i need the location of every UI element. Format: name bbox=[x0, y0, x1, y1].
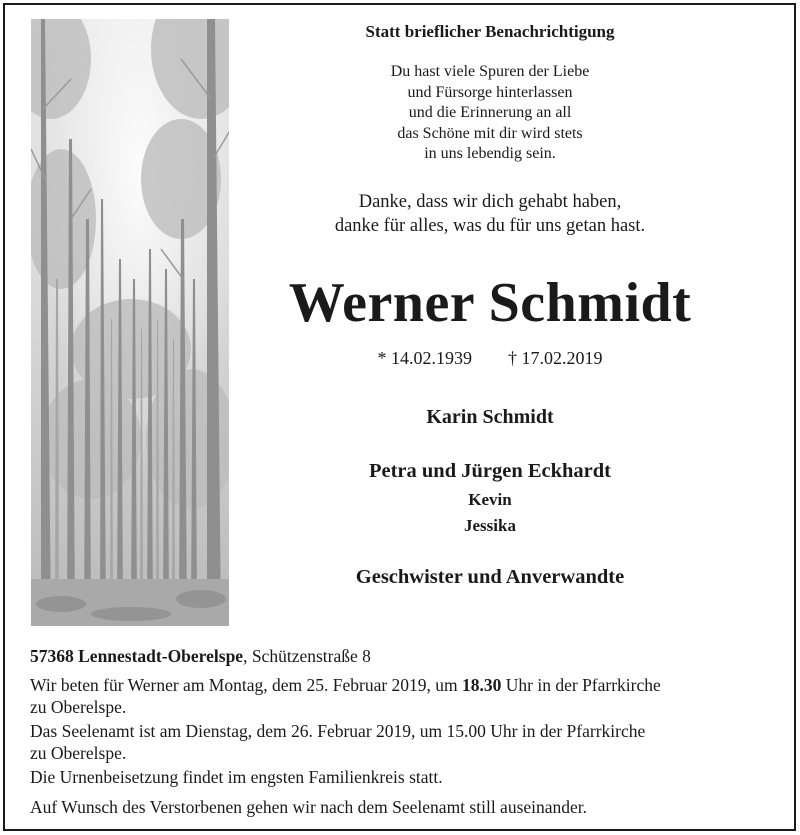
requiem-text: Das Seelenamt ist am Dienstag, dem 26. Februar 2019, um 15.00 Uhr in der Pfarrkirche bbox=[30, 721, 646, 741]
poem-line: Du hast viele Spuren der Liebe bbox=[390, 63, 590, 80]
forest-photo bbox=[31, 19, 229, 626]
mourner-relatives: Geschwister und Anverwandte bbox=[355, 566, 625, 588]
requiem-service bbox=[30, 720, 770, 764]
urn-burial-note: Die Urnenbeisetzung findet im engsten Familienkreis statt. bbox=[30, 767, 443, 787]
deceased-name: Werner Schmidt bbox=[288, 272, 692, 334]
address-street: , Schützenstraße 8 bbox=[243, 646, 371, 666]
thanks-line: Danke, dass wir dich gehabt haben, bbox=[358, 192, 622, 212]
prayer-service bbox=[30, 674, 770, 718]
address-city: 57368 Lennestadt-Oberelspe bbox=[30, 646, 244, 666]
mourner-family: Petra und Jürgen Eckhardt bbox=[368, 460, 612, 482]
birth-date: * 14.02.1939 bbox=[377, 348, 472, 368]
mourner-grandchild: Jessika bbox=[464, 516, 516, 535]
prayer-text: Wir beten für Werner am Montag, dem 25. Februar 2019, um bbox=[30, 675, 463, 695]
requiem-location: zu Oberelspe. bbox=[30, 743, 127, 763]
notice-heading: Statt brieflicher Benachrichtigung bbox=[365, 22, 615, 41]
life-dates bbox=[240, 348, 740, 369]
poem-line: das Schöne mit dir wird stets bbox=[397, 124, 583, 142]
mourner-spouse: Karin Schmidt bbox=[426, 406, 554, 428]
closing-wish: Auf Wunsch des Verstorbenen gehen wir nach dem Seelenamt still auseinander. bbox=[30, 797, 588, 817]
mourner-grandchild: Kevin bbox=[468, 490, 512, 509]
prayer-location: zu Oberelspe. bbox=[30, 697, 127, 717]
prayer-text-end: Uhr in der Pfarrkirche bbox=[501, 675, 661, 695]
thanks-verse bbox=[240, 190, 740, 238]
thanks-line: danke für alles, was du für uns getan hast. bbox=[334, 216, 646, 236]
prayer-time: 18.30 bbox=[462, 675, 502, 695]
death-date: † 17.02.2019 bbox=[508, 348, 603, 368]
poem-line: und die Erinnerung an all bbox=[408, 104, 572, 121]
poem-line: und Fürsorge hinterlassen bbox=[407, 83, 573, 101]
memorial-poem bbox=[240, 62, 740, 165]
poem-line: in uns lebendig sein. bbox=[424, 145, 556, 162]
address-line bbox=[30, 645, 770, 667]
